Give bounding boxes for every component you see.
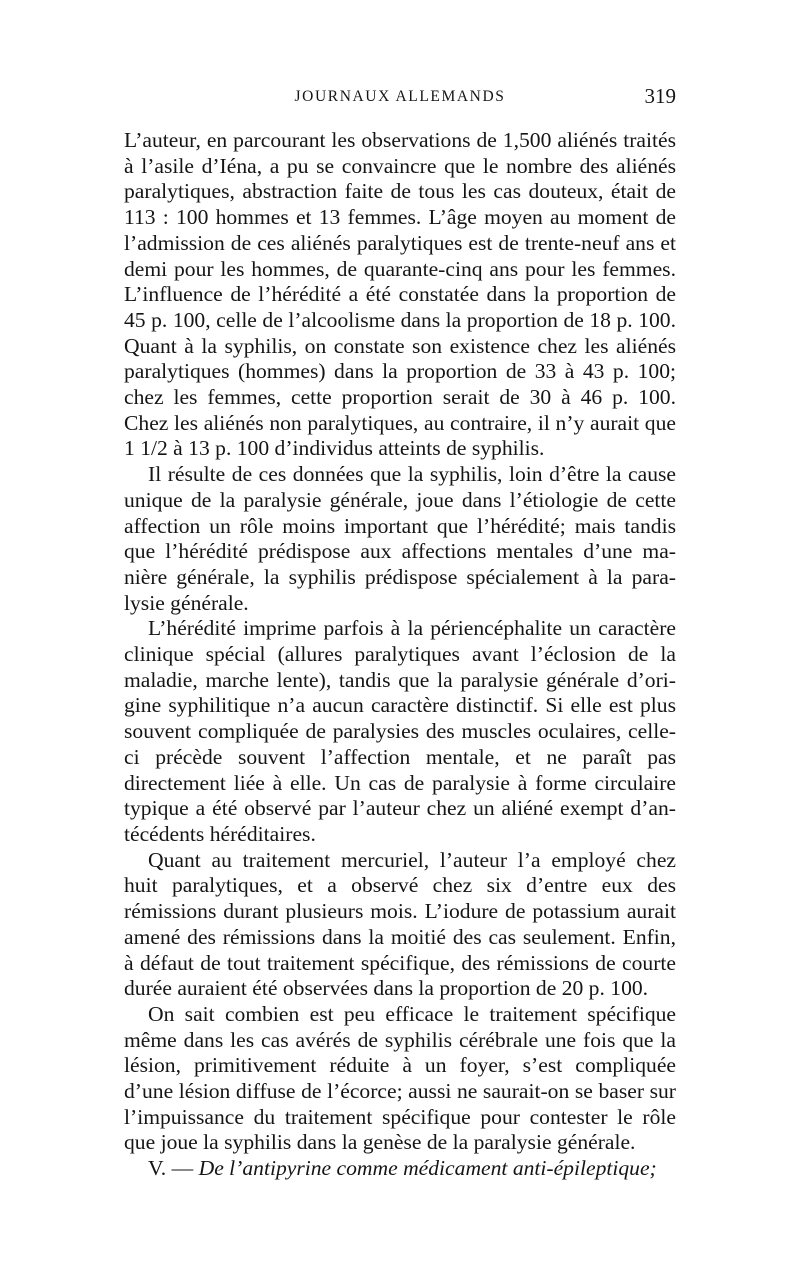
paragraph-2: Il résulte de ces données que la syphilis, loin d’être la cause unique de la paralysie générale, joue dans l’étiologie de cette affection un rôle moins important que l’hérédité; mais tandis que l’hérédité prédispose aux affections mentales d’une manière générale, la syphilis prédispose spécialement à la paralysie générale. (124, 462, 676, 615)
section-title: De l’antipyrine comme médicament anti-épileptique; (198, 1156, 657, 1181)
paragraph-4: Quant au traitement mercuriel, l’auteur l’a employé chez huit paralytiques, et a observé chez six d’entre eux des rémissions durant plusieurs mois. L’iodure de potassium aurait amené des rémissions dans la moitié des cas seulement. Enfin, à défaut de tout traitement spécifique, des rémissions de courte durée auraient été observées dans la proportion de 20 p. 100. (124, 847, 676, 1001)
paragraph-5: On sait combien est peu efficace le traitement spécifique même dans les cas avérés de syphilis cérébrale une fois que la lésion, primitivement réduite à un foyer, s’est compliquée d’une lésion diffuse de l’écorce; aussi ne saurait-on se baser sur l’impuissance du traitement spécifique pour contester le rôle que joue la syphilis dans la genèse de la paralysie générale. (124, 1001, 676, 1155)
page-number: 319 (644, 84, 676, 108)
paragraph-3: L’hérédité imprime parfois à la périencéphalite un caractère clinique spécial (allures paralytiques avant l’éclosion de la maladie, marche lente), tandis que la paralysie générale d’origine syphilitique n’a aucun caractère distinctif. Si elle est plus souvent compliquée de paralysies des muscles oculaires, celle-ci précède souvent l’affection mentale, et ne paraît pas directement liée à elle. Un cas de paralysie à forme circulaire typique a été observé par l’auteur chez un aliéné exempt d’antécédents héréditaires. (124, 616, 676, 846)
paragraph-1: L’auteur, en parcourant les observations de 1,500 aliénés traités à l’asile d’Iéna, a pu se convaincre que le nombre des aliénés paralytiques, abstraction faite de tous les cas douteux, était de 113 : 100 hommes et 13 femmes. L’âge moyen au moment de l’admission de ces aliénés paralytiques est de trente-neuf ans et demi pour les hommes, de quarante-cinq ans pour les femmes. L’influence de l’hérédité a été constatée dans la proportion de 45 p. 100, celle de l’alcoolisme dans la proportion de 18 p. 100. Quant à la syphilis, on constate son existence chez les aliénés paralytiques (hommes) dans la proportion de 33 à 43 p. 100; chez les femmes, cette proportion serait de 30 à 46 p. 100. Chez les aliénés non paralytiques, au contraire, il n’y aurait que 1 1/2 à 13 p. 100 d’individus atteints de syphilis. (124, 128, 676, 461)
running-header (124, 84, 676, 114)
section-heading (124, 1156, 676, 1182)
body-text (124, 128, 676, 1182)
section-number: V. — (148, 1156, 199, 1181)
running-title: JOURNAUX ALLEMANDS (294, 88, 506, 105)
